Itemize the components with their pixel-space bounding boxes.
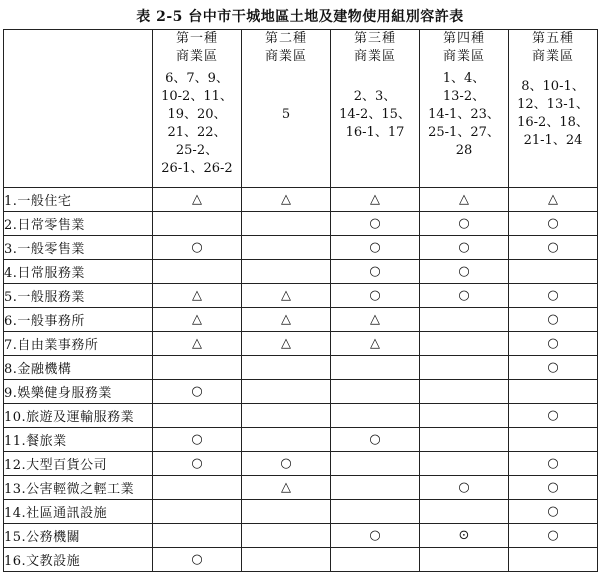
zone-number-line: 14-2、15、 — [339, 107, 411, 122]
header-zone-type-1 — [153, 30, 242, 188]
use-category-label: 8.金融機構 — [4, 356, 153, 380]
zone-type-name: 第二種 — [264, 31, 307, 46]
permission-mark-zone-5: ○ — [509, 212, 598, 236]
header-corner-cell — [4, 30, 153, 188]
permission-mark-zone-1 — [153, 500, 242, 524]
zone-number-line: 19、20、 — [167, 107, 227, 122]
permission-mark-zone-1: ○ — [153, 236, 242, 260]
permission-mark-zone-1 — [153, 524, 242, 548]
permission-mark-zone-2 — [242, 236, 331, 260]
permission-mark-zone-2 — [242, 428, 331, 452]
permission-mark-zone-1: ○ — [153, 428, 242, 452]
permission-mark-zone-5: ○ — [509, 356, 598, 380]
permission-mark-zone-5: ○ — [509, 476, 598, 500]
zone-type-name: 第五種 — [531, 31, 574, 46]
permission-mark-zone-2: ○ — [242, 452, 331, 476]
table-row — [4, 212, 598, 236]
permission-mark-zone-2 — [242, 380, 331, 404]
zone-type-name: 商業區 — [531, 49, 574, 64]
table-row — [4, 380, 598, 404]
zone-number-line: 1、4、 — [442, 71, 486, 86]
permission-mark-zone-3 — [331, 452, 420, 476]
permission-mark-zone-3 — [331, 548, 420, 572]
permission-mark-zone-5: ○ — [509, 524, 598, 548]
use-category-label: 3.一般零售業 — [4, 236, 153, 260]
permission-mark-zone-5 — [509, 428, 598, 452]
permission-mark-zone-5 — [509, 380, 598, 404]
permission-mark-zone-1: △ — [153, 188, 242, 212]
permission-mark-zone-3: △ — [331, 308, 420, 332]
table-row — [4, 260, 598, 284]
zone-number-line: 5 — [281, 107, 291, 122]
use-category-label: 6.一般事務所 — [4, 308, 153, 332]
zone-type-name: 第一種 — [175, 31, 218, 46]
permission-mark-zone-4 — [420, 428, 509, 452]
table-row — [4, 332, 598, 356]
permission-mark-zone-1: △ — [153, 332, 242, 356]
permission-mark-zone-1 — [153, 356, 242, 380]
header-row — [4, 30, 598, 188]
permission-mark-zone-2 — [242, 500, 331, 524]
permission-mark-zone-1 — [153, 404, 242, 428]
table-row — [4, 356, 598, 380]
zone-number-line: 21、22、 — [167, 125, 227, 140]
permission-mark-zone-3: △ — [331, 188, 420, 212]
permission-mark-zone-3 — [331, 500, 420, 524]
header-zone-type-3 — [331, 30, 420, 188]
permission-mark-zone-4 — [420, 548, 509, 572]
table-row — [4, 428, 598, 452]
permission-mark-zone-3: ○ — [331, 236, 420, 260]
permission-mark-zone-2 — [242, 260, 331, 284]
permission-mark-zone-1: ○ — [153, 548, 242, 572]
use-category-label: 4.日常服務業 — [4, 260, 153, 284]
permission-mark-zone-5: ○ — [509, 332, 598, 356]
permission-mark-zone-5: ○ — [509, 452, 598, 476]
permission-mark-zone-3: ○ — [331, 428, 420, 452]
permission-mark-zone-3: ○ — [331, 284, 420, 308]
zone-number-line: 25-2、 — [175, 143, 219, 158]
use-category-label: 13.公害輕微之輕工業 — [4, 476, 153, 500]
permission-mark-zone-5 — [509, 260, 598, 284]
permission-mark-zone-4 — [420, 356, 509, 380]
table-row — [4, 308, 598, 332]
permission-mark-zone-4 — [420, 404, 509, 428]
permission-mark-zone-5: ○ — [509, 284, 598, 308]
use-category-label: 12.大型百貨公司 — [4, 452, 153, 476]
table-title: 表 2-5 台中市干城地區土地及建物使用組別容許表 — [136, 9, 464, 25]
zone-number-line: 28 — [455, 143, 473, 158]
header-zone-type-5 — [509, 30, 598, 188]
use-category-label: 5.一般服務業 — [4, 284, 153, 308]
permission-mark-zone-3: ○ — [331, 524, 420, 548]
zone-number-line: 6、7、9、 — [165, 71, 229, 86]
permission-mark-zone-2 — [242, 524, 331, 548]
permission-mark-zone-5 — [509, 548, 598, 572]
zone-number-line: 16-2、18、 — [517, 115, 589, 130]
permission-mark-zone-4: ○ — [420, 476, 509, 500]
permission-mark-zone-4: ⊙ — [420, 524, 509, 548]
zone-number-line: 26-1、26-2 — [161, 161, 233, 176]
zone-number-line: 12、13-1、 — [517, 97, 589, 112]
zone-type-name: 第四種 — [442, 31, 485, 46]
permission-mark-zone-5: ○ — [509, 500, 598, 524]
zone-numbers — [242, 106, 330, 124]
permission-mark-zone-4 — [420, 380, 509, 404]
zone-number-line: 21-1、24 — [523, 133, 583, 148]
zone-type-name: 商業區 — [264, 49, 307, 64]
zone-type-name: 商業區 — [353, 49, 396, 64]
use-category-label: 7.自由業事務所 — [4, 332, 153, 356]
table-row — [4, 284, 598, 308]
permission-mark-zone-4: ○ — [420, 212, 509, 236]
permission-mark-zone-5: ○ — [509, 308, 598, 332]
zone-numbers — [420, 70, 508, 160]
zone-type-name: 商業區 — [175, 49, 218, 64]
permission-mark-zone-2: △ — [242, 188, 331, 212]
permission-mark-zone-3: △ — [331, 332, 420, 356]
table-row — [4, 500, 598, 524]
use-category-label: 10.旅遊及運輸服務業 — [4, 404, 153, 428]
table-row — [4, 236, 598, 260]
zone-numbers — [509, 78, 597, 150]
permission-mark-zone-2: △ — [242, 332, 331, 356]
permission-mark-zone-1: △ — [153, 284, 242, 308]
permission-mark-zone-3 — [331, 476, 420, 500]
zone-type-name: 第三種 — [353, 31, 396, 46]
zone-number-line: 13-2、 — [442, 89, 486, 104]
permission-mark-zone-2 — [242, 212, 331, 236]
permission-mark-zone-2: △ — [242, 476, 331, 500]
zone-type-name: 商業區 — [442, 49, 485, 64]
permission-mark-zone-1: ○ — [153, 452, 242, 476]
table-row — [4, 524, 598, 548]
permission-mark-zone-2 — [242, 356, 331, 380]
table-row — [4, 452, 598, 476]
permission-mark-zone-1 — [153, 212, 242, 236]
use-category-label: 9.娛樂健身服務業 — [4, 380, 153, 404]
permission-mark-zone-4: ○ — [420, 260, 509, 284]
permission-mark-zone-4 — [420, 452, 509, 476]
permission-mark-zone-1 — [153, 260, 242, 284]
permission-mark-zone-1: ○ — [153, 380, 242, 404]
use-category-label: 11.餐旅業 — [4, 428, 153, 452]
use-category-label: 16.文教設施 — [4, 548, 153, 572]
permission-mark-zone-3 — [331, 404, 420, 428]
table-row — [4, 476, 598, 500]
zone-number-line: 25-1、27、 — [428, 125, 500, 140]
permission-mark-zone-3: ○ — [331, 212, 420, 236]
permission-mark-zone-4: ○ — [420, 284, 509, 308]
permission-mark-zone-3: ○ — [331, 260, 420, 284]
permission-mark-zone-1 — [153, 476, 242, 500]
zone-numbers — [331, 88, 419, 142]
permission-mark-zone-4 — [420, 308, 509, 332]
use-category-label: 2.日常零售業 — [4, 212, 153, 236]
permission-mark-zone-2 — [242, 404, 331, 428]
header-zone-type-2 — [242, 30, 331, 188]
permission-mark-zone-2: △ — [242, 284, 331, 308]
table-row — [4, 404, 598, 428]
table-row — [4, 548, 598, 572]
permission-mark-zone-4 — [420, 332, 509, 356]
use-category-label: 15.公務機關 — [4, 524, 153, 548]
zone-number-line: 2、3、 — [353, 89, 397, 104]
permission-mark-zone-3 — [331, 380, 420, 404]
zone-numbers — [153, 70, 241, 178]
zone-number-line: 16-1、17 — [345, 125, 405, 140]
permission-mark-zone-2: △ — [242, 308, 331, 332]
permission-mark-zone-4: ○ — [420, 236, 509, 260]
permission-mark-zone-2 — [242, 548, 331, 572]
permission-mark-zone-5: ○ — [509, 404, 598, 428]
zone-number-line: 14-1、23、 — [428, 107, 500, 122]
permission-mark-zone-5: ○ — [509, 236, 598, 260]
use-category-label: 14.社區通訊設施 — [4, 500, 153, 524]
land-use-permission-table — [3, 29, 598, 572]
permission-mark-zone-4: △ — [420, 188, 509, 212]
permission-mark-zone-3 — [331, 356, 420, 380]
header-zone-type-4 — [420, 30, 509, 188]
zone-number-line: 8、10-1、 — [521, 79, 585, 94]
permission-mark-zone-4 — [420, 500, 509, 524]
permission-mark-zone-5: △ — [509, 188, 598, 212]
use-category-label: 1.一般住宅 — [4, 188, 153, 212]
zone-number-line: 10-2、11、 — [161, 89, 233, 104]
table-row — [4, 188, 598, 212]
permission-mark-zone-1: △ — [153, 308, 242, 332]
